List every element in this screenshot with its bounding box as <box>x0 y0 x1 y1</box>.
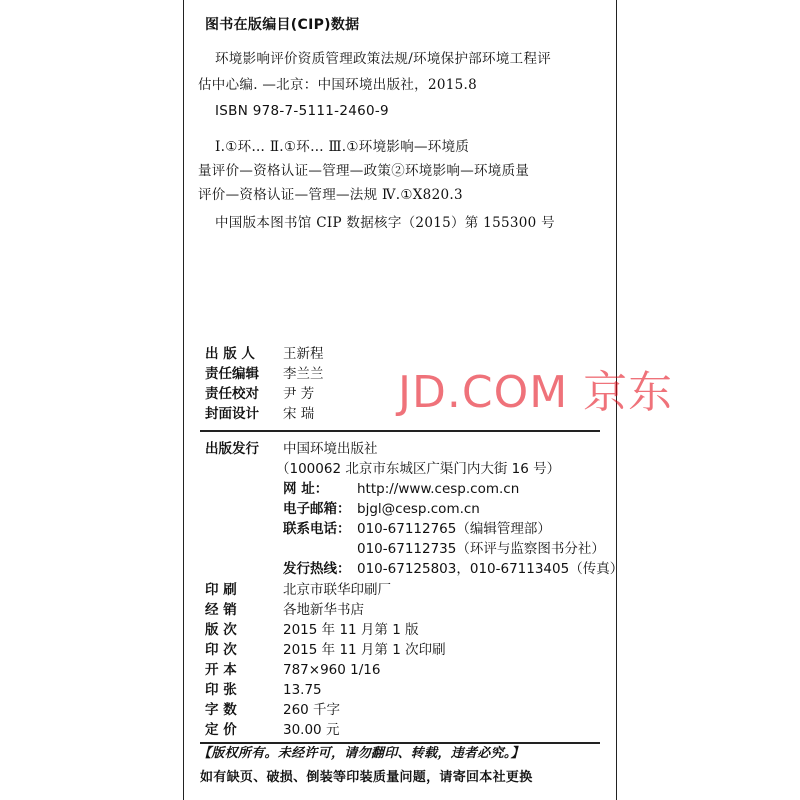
spec-value-price: 30.00 元 <box>283 722 340 738</box>
quality-notice: 如有缺页、破损、倒装等印装质量问题，请寄回本社更换 <box>200 770 533 785</box>
spec-value-printing: 2015 年 11 月第 1 次印刷 <box>283 642 446 658</box>
spec-label-price: 定 价 <box>205 722 237 738</box>
email-label: 电子邮箱： <box>283 501 351 517</box>
cip-number: 中国版本图书馆 CIP 数据核字（2015）第 155300 号 <box>215 215 555 231</box>
credit-label-cover-design: 封面设计 <box>205 406 259 422</box>
hotline: 010-67125803，010-67113405（传真） <box>357 561 624 577</box>
credit-value-cover-design: 宋 瑞 <box>283 406 315 422</box>
spec-value-word-count: 260 千字 <box>283 702 341 718</box>
isbn: ISBN 978-7-5111-2460-9 <box>215 103 389 119</box>
cip-line-1: 环境影响评价资质管理政策法规/环境保护部环境工程评 <box>215 51 552 67</box>
credit-value-publisher: 王新程 <box>283 346 324 362</box>
phone-label: 联系电话： <box>283 521 351 537</box>
cip-heading: 图书在版编目(CIP)数据 <box>205 17 360 33</box>
jd-watermark: JD.COM 京东 <box>398 367 674 418</box>
spec-label-word-count: 字 数 <box>205 702 237 718</box>
publisher-name: 中国环境出版社 <box>283 441 378 457</box>
spec-label-printing: 印 次 <box>205 642 237 658</box>
credit-value-proofreader: 尹 芳 <box>283 386 315 402</box>
credit-value-editor: 李兰兰 <box>283 366 324 382</box>
copyright-notice: 【版权所有。未经许可，请勿翻印、转载，违者必究。】 <box>198 746 525 761</box>
phone-1: 010-67112765（编辑管理部） <box>357 521 551 537</box>
spec-value-distributor: 各地新华书店 <box>283 602 364 618</box>
hotline-label: 发行热线： <box>283 561 351 577</box>
cip-line-2: 估中心编. —北京：中国环境出版社，2015.8 <box>198 77 478 93</box>
divider-bottom <box>200 742 600 744</box>
email-address: bjgl@cesp.com.cn <box>357 501 480 517</box>
credit-label-editor: 责任编辑 <box>205 366 259 382</box>
credit-label-publisher: 出 版 人 <box>205 346 255 362</box>
publisher-address: （100062 北京市东城区广渠门内大街 16 号） <box>276 461 561 477</box>
spec-value-format: 787×960 1/16 <box>283 662 381 678</box>
spec-label-sheets: 印 张 <box>205 682 237 698</box>
classification-line-2: 量评价—资格认证—管理—政策②环境影响—环境质量 <box>198 163 530 179</box>
spec-value-printer: 北京市联华印刷厂 <box>283 582 391 598</box>
classification-line-1: Ⅰ.①环… Ⅱ.①环… Ⅲ.①环境影响—环境质 <box>215 139 470 155</box>
spec-label-edition: 版 次 <box>205 622 237 638</box>
phone-2: 010-67112735（环评与监察图书分社） <box>357 541 605 557</box>
web-url: http://www.cesp.com.cn <box>357 481 520 497</box>
divider-top <box>200 430 600 432</box>
spec-label-printer: 印 刷 <box>205 582 237 598</box>
web-label: 网 址： <box>283 481 329 497</box>
spec-value-edition: 2015 年 11 月第 1 版 <box>283 622 419 638</box>
spec-label-format: 开 本 <box>205 662 237 678</box>
publisher-label: 出版发行 <box>205 441 259 457</box>
spec-value-sheets: 13.75 <box>283 682 322 698</box>
credit-label-proofreader: 责任校对 <box>205 386 259 402</box>
spec-label-distributor: 经 销 <box>205 602 237 618</box>
classification-line-3: 评价—资格认证—管理—法规 Ⅳ.①X820.3 <box>198 187 463 203</box>
